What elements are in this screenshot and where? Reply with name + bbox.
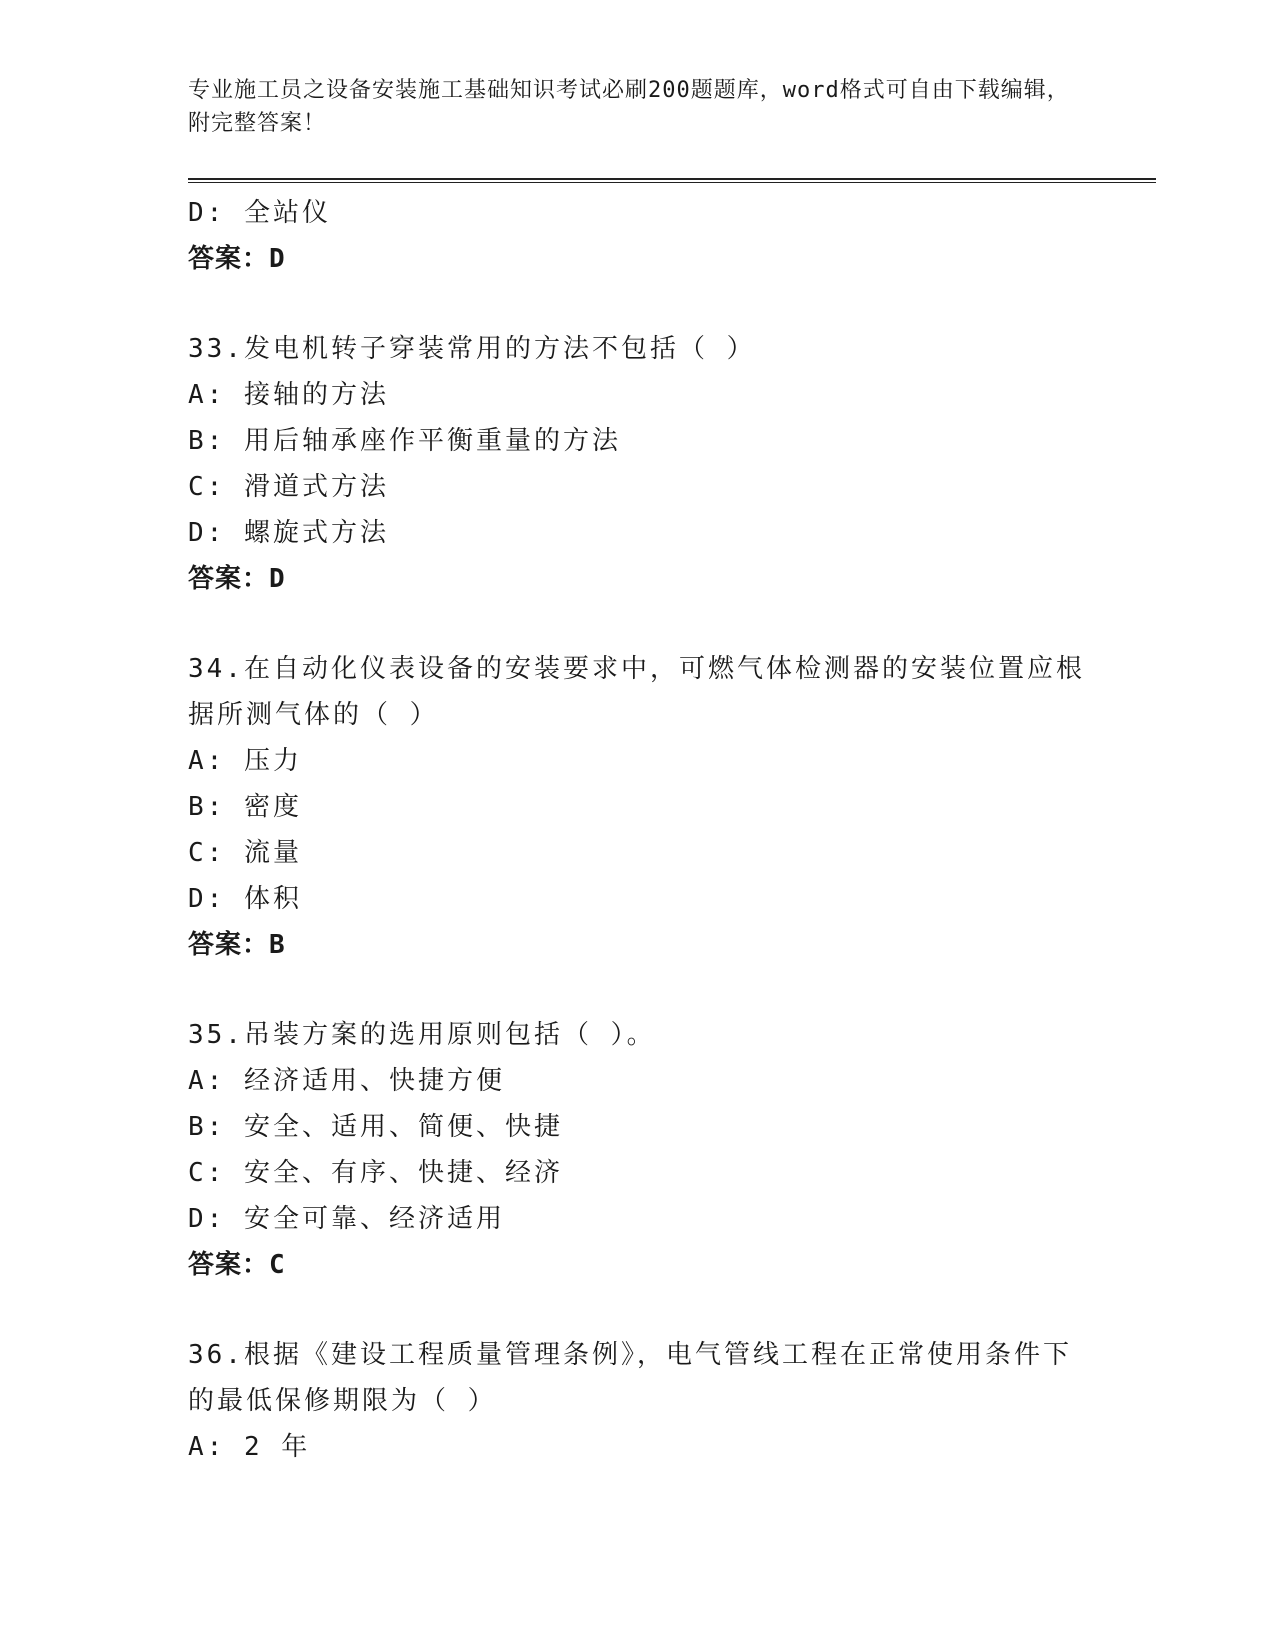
answer-line (188, 236, 1158, 282)
option-d: D: 螺旋式方法 (188, 518, 389, 548)
question-36 (188, 1332, 1158, 1470)
question-stem: 33.发电机转子穿装常用的方法不包括（ ） (188, 334, 756, 364)
question-stem-line2: 的最低保修期限为（ ） (188, 1386, 497, 1416)
question-33 (188, 326, 1158, 602)
option-c: C: 流量 (188, 838, 302, 868)
question-stem: 35.吊装方案的选用原则包括（ ）。 (188, 1020, 656, 1050)
option-a: A: 2 年 (188, 1432, 311, 1462)
question-stem-line1: 36.根据《建设工程质量管理条例》，电气管线工程在正常使用条件下 (188, 1340, 1072, 1370)
question-35 (188, 1012, 1158, 1288)
option-d: D: 安全可靠、经济适用 (188, 1204, 505, 1234)
document-header-title: 专业施工员之设备安装施工基础知识考试必刷200题题库，word格式可自由下载编辑，附完整答案！ (188, 78, 1070, 136)
answer-label: 答案： (188, 1250, 270, 1280)
answer-line (188, 922, 1158, 968)
document-content (188, 190, 1158, 1470)
question-stem-line1: 34.在自动化仪表设备的安装要求中，可燃气体检测器的安装位置应根 (188, 654, 1085, 684)
answer-value: B (269, 930, 286, 960)
option-d: D: 体积 (188, 884, 302, 914)
option-b: B: 用后轴承座作平衡重量的方法 (188, 426, 621, 456)
answer-line (188, 556, 1158, 602)
option-a: A: 经济适用、快捷方便 (188, 1066, 505, 1096)
question-34 (188, 646, 1158, 968)
option-a: A: 接轴的方法 (188, 380, 389, 410)
option-c: C: 滑道式方法 (188, 472, 389, 502)
answer-value: D (269, 564, 286, 594)
answer-value: C (269, 1250, 286, 1280)
option-c: C: 安全、有序、快捷、经济 (188, 1158, 563, 1188)
answer-label: 答案： (188, 930, 270, 960)
answer-value: D (269, 244, 286, 274)
option-a: A: 压力 (188, 746, 302, 776)
question-stem-line2: 据所测气体的（ ） (188, 700, 439, 730)
answer-label: 答案： (188, 564, 270, 594)
option-b: B: 安全、适用、简便、快捷 (188, 1112, 563, 1142)
option-b: B: 密度 (188, 792, 302, 822)
answer-line (188, 1242, 1158, 1288)
option-d: D: 全站仪 (188, 198, 331, 228)
header-divider (188, 178, 1156, 183)
answer-label: 答案： (188, 244, 270, 274)
